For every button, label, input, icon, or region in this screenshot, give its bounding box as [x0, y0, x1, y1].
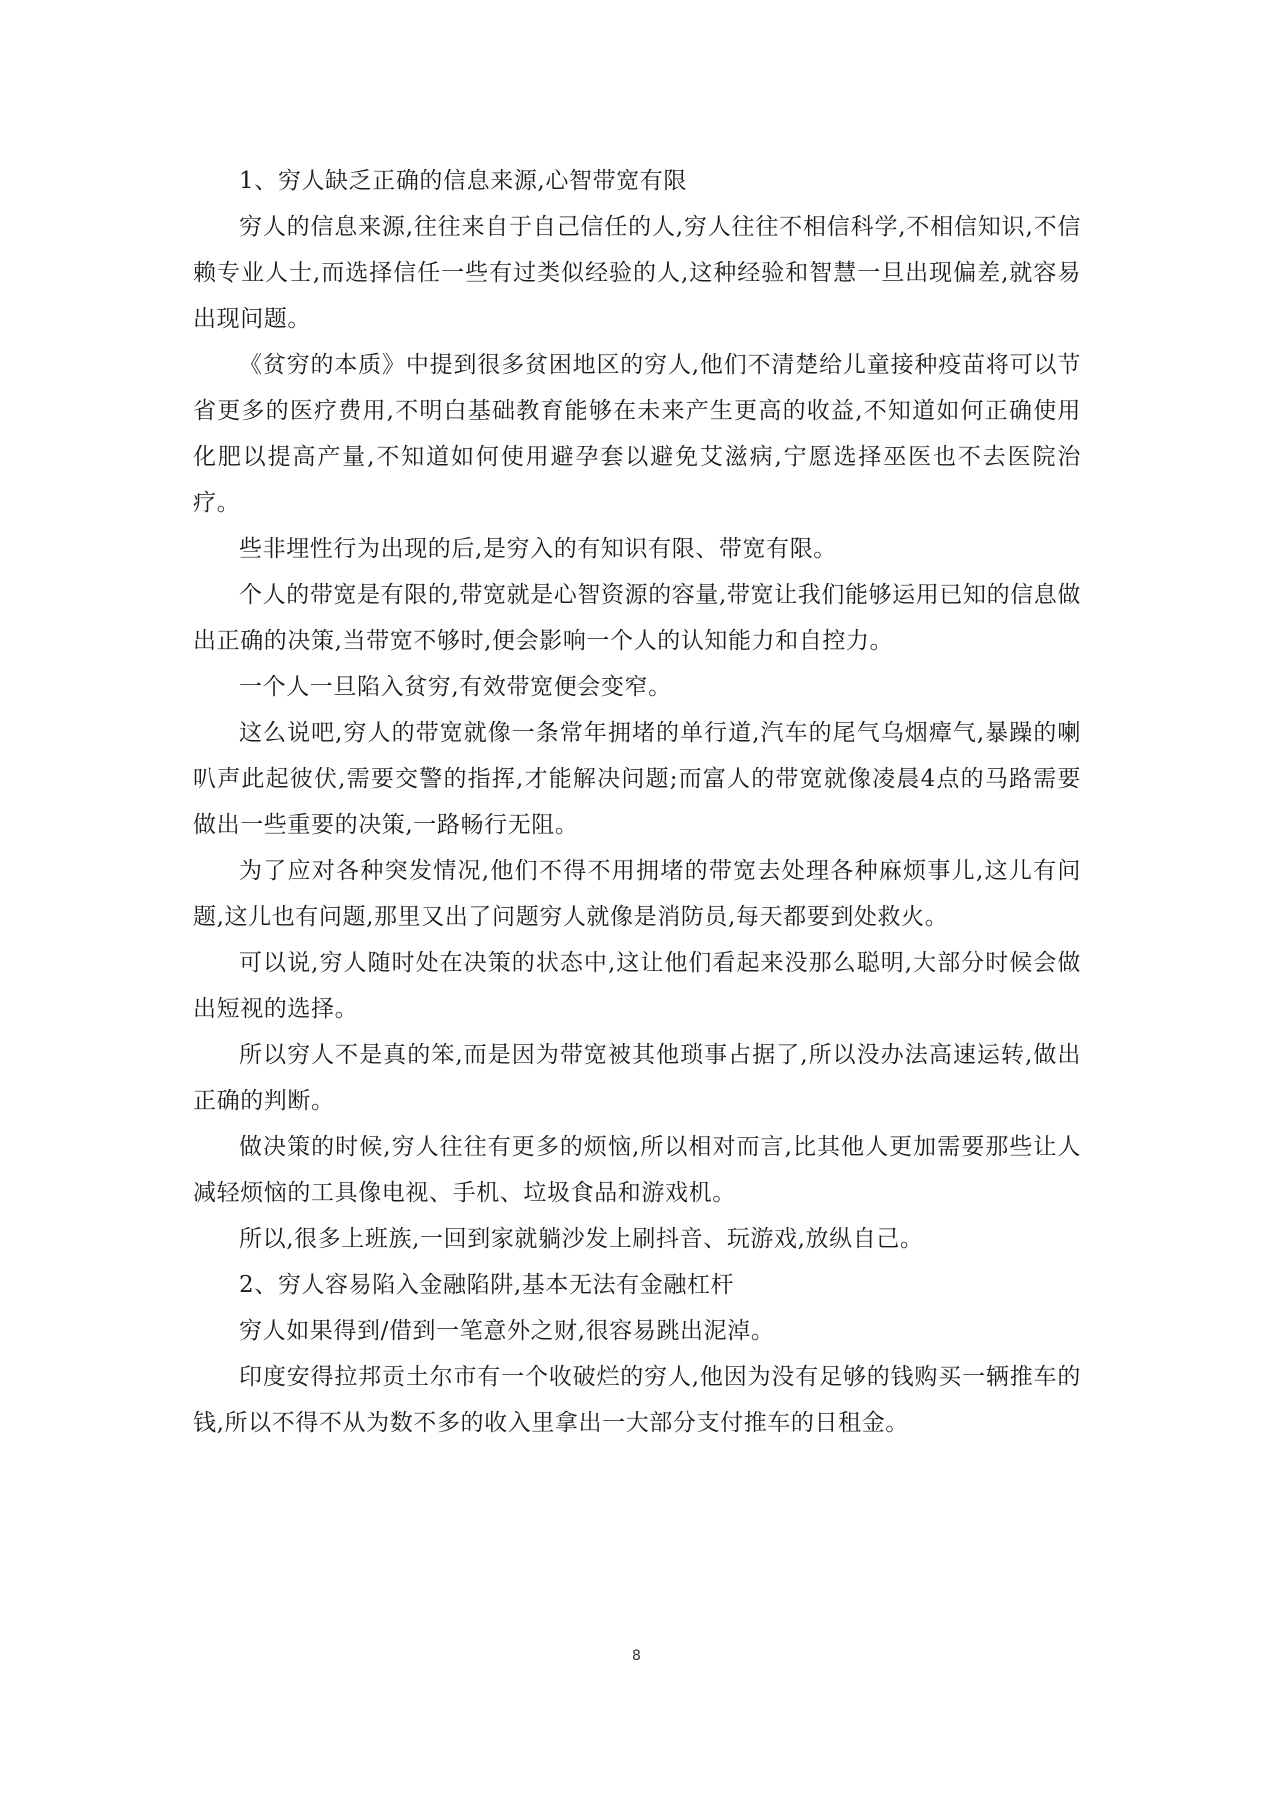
document-body — [193, 158, 1081, 1446]
paragraph: 穷人如果得到/借到一笔意外之财,很容易跳出泥淖。 — [239, 1318, 775, 1344]
paragraph: 这么说吧,穷人的带宽就像一条常年拥堵的单行道,汽车的尾气乌烟瘴气,暴躁的喇叭声此起彼伏,需要交警的指挥,才能解决问题;而富人的带宽就像凌晨4点的马路需要做出一些重要的决策,一路畅行无阻。 — [193, 720, 1081, 838]
paragraph: 《贫穷的本质》中提到很多贫困地区的穷人,他们不清楚给儿童接种疫苗将可以节省更多的医疗费用,不明白基础教育能够在未来产生更高的收益,不知道如何正确使用化肥以提高产量,不知道如何使用避孕套以避免艾滋病,宁愿选择巫医也不去医院治疗。 — [193, 352, 1081, 516]
page-number: 8 — [632, 1648, 641, 1664]
paragraph: 可以说,穷人随时处在决策的状态中,这让他们看起来没那么聪明,大部分时候会做出短视的选择。 — [193, 950, 1081, 1022]
section-heading-2: 2、穷人容易陷入金融陷阱,基本无法有金融杠杆 — [239, 1272, 735, 1298]
paragraph: 所以,很多上班族,一回到家就躺沙发上刷抖音、玩游戏,放纵自己。 — [239, 1226, 924, 1252]
paragraph: 做决策的时候,穷人往往有更多的烦恼,所以相对而言,比其他人更加需要那些让人减轻烦恼的工具像电视、手机、垃圾食品和游戏机。 — [193, 1134, 1081, 1206]
paragraph: 穷人的信息来源,往往来自于自己信任的人,穷人往往不相信科学,不相信知识,不信赖专业人士,而选择信任一些有过类似经验的人,这种经验和智慧一旦出现偏差,就容易出现问题。 — [193, 214, 1081, 332]
paragraph: 印度安得拉邦贡土尔市有一个收破烂的穷人,他因为没有足够的钱购买一辆推车的钱,所以不得不从为数不多的收入里拿出一大部分支付推车的日租金。 — [193, 1364, 1081, 1436]
paragraph: 所以穷人不是真的笨,而是因为带宽被其他琐事占据了,所以没办法高速运转,做出正确的判断。 — [193, 1042, 1081, 1114]
paragraph: 为了应对各种突发情况,他们不得不用拥堵的带宽去处理各种麻烦事儿,这儿有问题,这儿也有问题,那里又出了问题穷人就像是消防员,每天都要到处救火。 — [193, 858, 1081, 930]
paragraph: 个人的带宽是有限的,带宽就是心智资源的容量,带宽让我们能够运用已知的信息做出正确的决策,当带宽不够时,便会影响一个人的认知能力和自控力。 — [193, 582, 1081, 654]
paragraph: 些非埋性行为出现的后,是穷入的有知识有限、带宽有限。 — [239, 536, 837, 562]
section-heading-1: 1、穷人缺乏正确的信息来源,心智带宽有限 — [239, 168, 687, 194]
paragraph: 一个人一旦陷入贫穷,有效带宽便会变窄。 — [239, 674, 672, 700]
